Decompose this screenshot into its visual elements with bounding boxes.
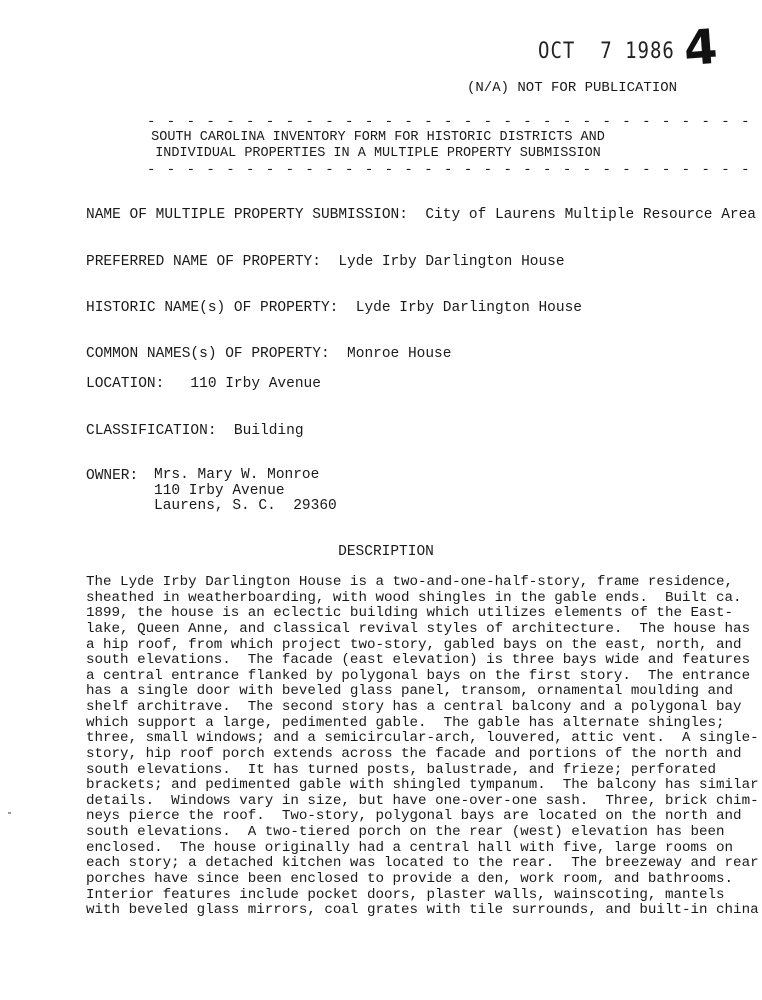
description-line: a central entrance flanked by polygonal bays on the first story. The entrance (86, 667, 751, 684)
classification-field: CLASSIFICATION: Building (86, 423, 304, 439)
description-line: south elevations. A two-tiered porch on the rear (west) elevation has been (86, 824, 725, 840)
owner-address (154, 468, 337, 515)
historic-name-field: HISTORIC NAME(s) OF PROPERTY: Lyde Irby Darlington House (86, 300, 582, 316)
description-line: story, hip roof porch extends across the facade and portions of the north and (86, 745, 742, 762)
description-line: 1899, the house is an eclectic building which utilizes elements of the East- (86, 605, 734, 622)
description-body (86, 574, 759, 919)
top-dashed-rule: - - - - - - - - - - - - - - - - - - - - - - - - - - - - - - - (147, 114, 751, 130)
form-title-line-1: SOUTH CAROLINA INVENTORY FORM FOR HISTORIC DISTRICTS AND (151, 130, 605, 145)
description-line: has a single door with beveled glass panel, transom, ornamental moulding and (86, 683, 734, 700)
bottom-dashed-rule: - - - - - - - - - - - - - - - - - - - - - - - - - - - - - - - (147, 162, 751, 178)
page-number: 4 (682, 18, 720, 78)
common-names-field: COMMON NAMES(s) OF PROPERTY: Monroe House (86, 346, 452, 362)
description-line: lake, Queen Anne, and classical revival styles of architecture. The house has (86, 620, 751, 637)
description-line: a hip roof, from which project two-story, gabled bays on the east, north, and (86, 636, 742, 653)
description-line: neys pierce the roof. Two-story, polygonal bays are located on the north and (86, 808, 742, 825)
description-line: south elevations. The facade (east elevation) is three bays wide and features (86, 652, 751, 669)
preferred-name-field: PREFERRED NAME OF PROPERTY: Lyde Irby Darlington House (86, 254, 565, 270)
description-line: enclosed. The house originally had a central hall with five, large rooms on (86, 839, 734, 856)
description-line: porches have since been enclosed to provide a den, work room, and bathrooms. (86, 870, 734, 887)
description-heading: DESCRIPTION (338, 544, 434, 560)
location-field: LOCATION: 110 Irby Avenue (86, 376, 321, 392)
description-line: details. Windows vary in size, but have one-over-one sash. Three, brick chim- (86, 792, 759, 809)
form-title-line-2: INDIVIDUAL PROPERTIES IN A MULTIPLE PROPERTY SUBMISSION (155, 146, 601, 161)
owner-street: 110 Irby Avenue (154, 482, 285, 499)
owner-label: OWNER: (86, 468, 139, 484)
multiple-property-submission-field: NAME OF MULTIPLE PROPERTY SUBMISSION: City of Laurens Multiple Resource Area (86, 207, 757, 223)
description-line: The Lyde Irby Darlington House is a two-and-one-half-story, frame residence, (86, 574, 734, 590)
description-line: three, small windows; and a semicircular-arch, louvered, attic vent. A single- (86, 730, 759, 747)
description-line: which support a large, pedimented gable. The gable has alternate shingles; (86, 714, 725, 731)
owner-city: Laurens, S. C. 29360 (154, 498, 337, 515)
description-line: shelf architrave. The second story has a central balcony and a polygonal bay (86, 699, 742, 715)
description-line: south elevations. It has turned posts, balustrade, and frieze; perforated (86, 761, 717, 778)
description-line: brackets; and pedimented gable with shingled tympanum. The balcony has similar (86, 777, 759, 794)
description-line: Interior features include pocket doors, plaster walls, wainscoting, mantels (86, 886, 725, 903)
publication-note: (N/A) NOT FOR PUBLICATION (467, 80, 678, 96)
owner-name: Mrs. Mary W. Monroe (154, 467, 320, 483)
description-line: with beveled glass mirrors, coal grates with tile surrounds, and built-in china (86, 902, 759, 919)
received-date-stamp: OCT 7 1986 (538, 38, 675, 64)
description-line: each story; a detached kitchen was located to the rear. The breezeway and rear (86, 855, 759, 872)
scan-speck (8, 812, 11, 814)
description-line: sheathed in weatherboarding, with wood shingles in the gable ends. Built ca. (86, 589, 742, 606)
